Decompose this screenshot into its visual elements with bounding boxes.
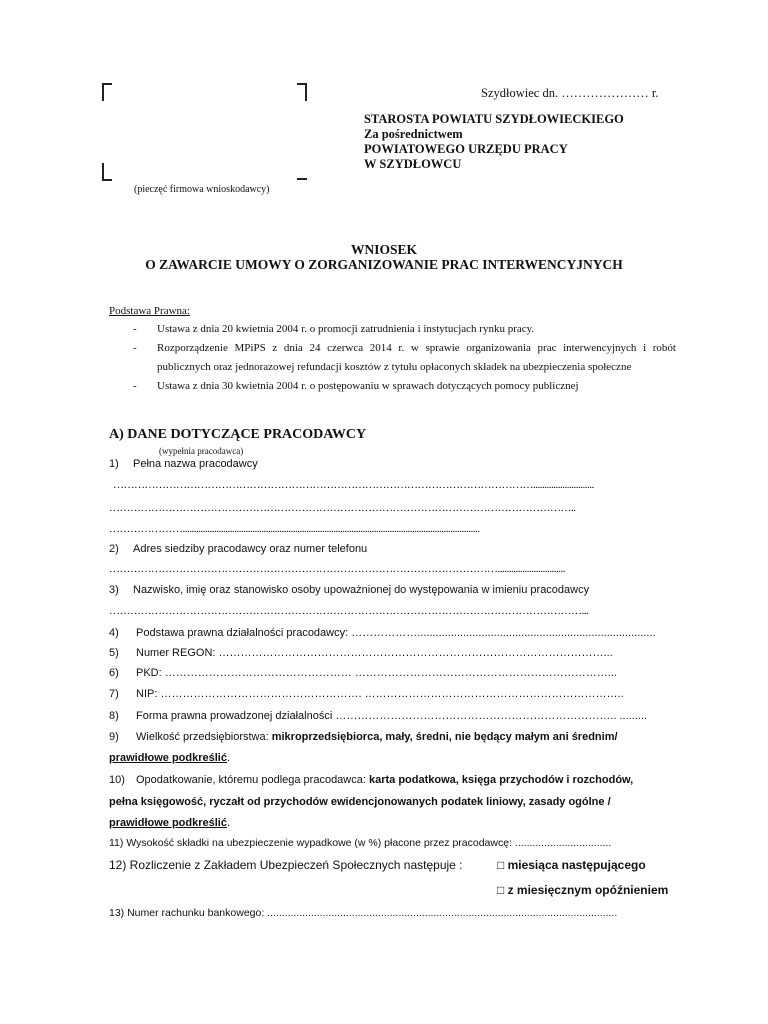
question-number: 1) [109, 458, 119, 470]
question-number: 10) [109, 774, 125, 786]
taxation-hint: prawidłowe podkreślić [109, 817, 227, 829]
stamp-corner-bottom-right [297, 178, 307, 180]
taxation-line [136, 774, 633, 786]
question-number: 5) [109, 647, 119, 659]
stamp-corner-top-left [102, 83, 112, 101]
addressee-line: STAROSTA POWIATU SZYDŁOWIECKIEGO [364, 112, 624, 126]
zus-option-following-month[interactable]: □ miesiąca następującego [497, 858, 646, 872]
legal-form-basis-field[interactable]: Podstawa prawna działalności pracodawcy: ……………….............................................................................. [136, 627, 656, 639]
pkd-field[interactable]: PKD: …………………………………………… ……………………………………………………………... [136, 667, 617, 679]
place-date-field: Szydłowiec dn. ………………… r. [481, 86, 659, 100]
document-title [0, 242, 768, 272]
zus-settlement-label: 12) Rozliczenie z Zakładem Ubezpieczeń Społecznych następuje : [109, 858, 463, 872]
question-number: 7) [109, 688, 119, 700]
answer-dots[interactable]: …………………………………………………………………………………………………………........................... [113, 479, 594, 491]
question-number: 8) [109, 710, 119, 722]
question-number: 3) [109, 584, 119, 596]
legal-basis-heading: Podstawa Prawna: [109, 305, 190, 317]
legal-form-field[interactable]: Forma prawna prowadzonej działalności ………………………………………………………………….. ......... [136, 710, 647, 722]
question-label: Pełna nazwa pracodawcy [133, 458, 258, 470]
company-size-options[interactable]: mikroprzedsiębiorca, mały, średni, nie będący małym ani średnim/ [271, 731, 618, 743]
section-a-heading: A) DANE DOTYCZĄCE PRACODAWCY [109, 427, 367, 442]
legal-basis-item-continued: publicznych oraz jednorazowej refundacji kosztów z tytułu opłaconych składek na ubezpieczenia społeczne [157, 361, 632, 373]
answer-dots[interactable]: ………………………………………………………………………………………………………………………... [109, 605, 589, 617]
title-line-1: WNIOSEK [350, 242, 418, 257]
addressee-line: Za pośrednictwem [364, 127, 463, 141]
question-number: 4) [109, 627, 119, 639]
stamp-corner-top-right [297, 83, 307, 101]
hint-dot: . [226, 817, 231, 829]
nip-field[interactable]: NIP: ………………………………………………. …………………………………………………………….. [136, 688, 624, 700]
taxation-label: Opodatkowanie, któremu podlega pracodawca: [136, 774, 369, 786]
addressee-line: POWIATOWEGO URZĘDU PRACY [364, 142, 568, 156]
title-line-2: O ZAWARCIE UMOWY O ZORGANIZOWANIE PRAC INTERWENCYJNYCH [145, 257, 623, 272]
answer-dots[interactable]: ………………….................................................................................................................................... [109, 523, 480, 535]
question-number: 2) [109, 543, 119, 555]
question-number: 9) [109, 731, 119, 743]
company-size-hint: prawidłowe podkreślić [109, 752, 227, 764]
question-number: 6) [109, 667, 119, 679]
zus-option-monthly-delay[interactable]: □ z miesięcznym opóźnieniem [497, 883, 669, 897]
legal-basis-dash: - [133, 323, 137, 335]
legal-basis-dash: - [133, 342, 137, 354]
accident-insurance-field[interactable]: 11) Wysokość składki na ubezpieczenie wypadkowe (w %) płacone przez pracodawcę: ................................. [109, 837, 612, 849]
hint-dot: . [226, 752, 231, 764]
answer-dots[interactable]: ………………………………………………………………………………………………….............................. [109, 563, 565, 575]
legal-basis-item: Ustawa z dnia 30 kwietnia 2004 r. o postępowaniu w sprawach dotyczących pomocy publicznej [157, 380, 579, 392]
section-a-subheading: (wypełnia pracodawca) [159, 446, 244, 456]
question-label: Adres siedziby pracodawcy oraz numer telefonu [133, 543, 368, 555]
company-size-hint-line [109, 752, 230, 764]
bank-account-field[interactable]: 13) Numer rachunku bankowego: ........................................................................................................................ [109, 907, 618, 919]
question-label: Nazwisko, imię oraz stanowisko osoby upoważnionej do występowania w imieniu pracodawcy [133, 584, 590, 596]
taxation-options-1[interactable]: karta podatkowa, księga przychodów i rozchodów, [368, 774, 634, 786]
stamp-corner-bottom-left [102, 163, 112, 181]
stamp-caption: (pieczęć firmowa wnioskodawcy) [134, 184, 270, 195]
taxation-hint-line [109, 817, 230, 829]
company-size-line [136, 731, 618, 743]
legal-basis-item: Ustawa z dnia 20 kwietnia 2004 r. o promocji zatrudnienia i instytucjach rynku pracy. [157, 323, 535, 335]
answer-dots[interactable]: …………………………………………………………………………………………………………………….. [109, 502, 576, 514]
addressee-line: W SZYDŁOWCU [364, 157, 462, 171]
addressee-block [364, 112, 624, 172]
company-size-label: Wielkość przedsiębiorstwa: [136, 731, 272, 743]
legal-basis-dash: - [133, 380, 137, 392]
legal-basis-item: Rozporządzenie MPiPS z dnia 24 czerwca 2014 r. w sprawie organizowania prac interwencyjnych i robót [157, 342, 676, 354]
regon-field[interactable]: Numer REGON: ……………………………………………………………………………………………... [136, 647, 613, 659]
taxation-options-2[interactable]: pełna księgowość, ryczałt od przychodów ewidencjonowanych podatek liniowy, zasady ogólne / [109, 796, 611, 808]
